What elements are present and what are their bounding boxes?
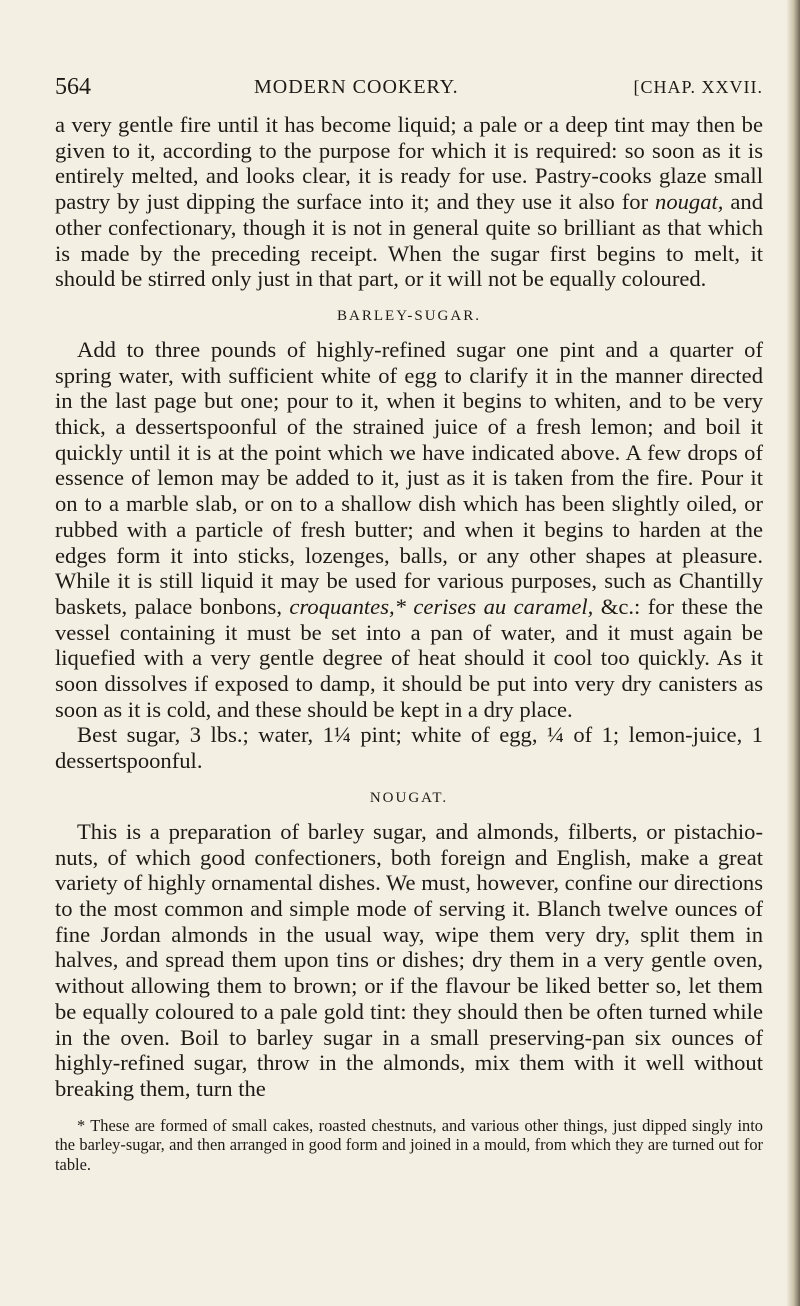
body-text (55, 112, 763, 1174)
nougat-heading: NOUGAT. (369, 789, 449, 806)
barley-sugar-paragraph: Add to three pounds of highly-refined sugar one pint and a quarter of spring water, with sufficient white of egg to clarify it in the manner directed in the last page but one; pour to it, when it begins to whiten, and to be very thick, a dessertspoonful of the strained juice of a fresh lemon; and boil it quickly until it is at the point which we have indicated above. A few drops of essence of lemon may be added to it, just as it is taken from the fire. Pour it on to a marble slab, or on to a shallow dish which has been slightly oiled, or rubbed with a particle of fresh butter; and when it begins to harden at the edges form it into sticks, lozenges, balls, or any other shapes at pleasure. While it is still liquid it may be used for various purposes, such as Chantilly baskets, palace bonbons, croquantes,* cerises au caramel, &c.: for these the vessel containing it must be set into a pan of water, and it must again be liquefied with a very gentle degree of heat should it cool too quickly. As it soon dissolves if exposed to damp, it should be put into very dry canisters as soon as it is cold, and these should be kept in a dry place. (55, 336, 763, 722)
barley-sugar-heading: BARLEY-SUGAR. (337, 307, 481, 324)
cerises-italic: cerises au caramel, (413, 593, 594, 619)
book-title: MODERN COOKERY. (254, 76, 459, 98)
page-number: 564 (55, 74, 91, 100)
nougat-paragraph: This is a preparation of barley sugar, and almonds, filberts, or pistachio-nuts, of which good confectioners, both foreign and English, make a great variety of highly ornamental dishes. We must, however, confine our directions to the most common and simple mode of serving it. Blanch twelve ounces of fine Jordan almonds in the usual way, wipe them very dry, split them in halves, and spread them upon tins or dishes; dry them in a very gentle oven, without allowing them to brown; or if the flavour be liked better so, let them be equally coloured to a pale gold tint: they should then be often turned while in the oven. Boil to barley sugar in a small preserving-pan six ounces of highly-refined sugar, throw in the almonds, mix them with it well without breaking them, turn the (55, 818, 763, 1101)
chapter-label: [CHAP. XXVII. (633, 77, 763, 97)
barley-sugar-ingredients: Best sugar, 3 lbs.; water, 1¼ pint; white of egg, ¼ of 1; lemon-juice, 1 dessertspoonful. (55, 722, 763, 774)
croquantes-italic: croquantes,* (289, 593, 406, 619)
footnote (55, 1116, 763, 1175)
intro-paragraph: a very gentle fire until it has become liquid; a pale or a deep tint may then be given to it, according to the purpose for which it is required: so soon as it is entirely melted, and looks clear, it is ready for use. Pastry-cooks glaze small pastry by just dipping the surface into it; and they use it also for nougat, and other confectionary, though it is not in general quite so brilliant as that which is made by the preceding receipt. When the sugar first begins to melt, it should be stirred only just in that part, or it will not be equally coloured. (55, 112, 763, 292)
page-edge-shadow (786, 0, 800, 1306)
running-head (55, 72, 763, 106)
nougat-italic: nougat, (655, 189, 724, 215)
footnote-text: * These are formed of small cakes, roasted chestnuts, and various other things, just dipped singly into the barley-sugar, and then arranged in good form and joined in a mould, from which they are turned out for table. (55, 1115, 763, 1174)
book-page (55, 72, 763, 1174)
